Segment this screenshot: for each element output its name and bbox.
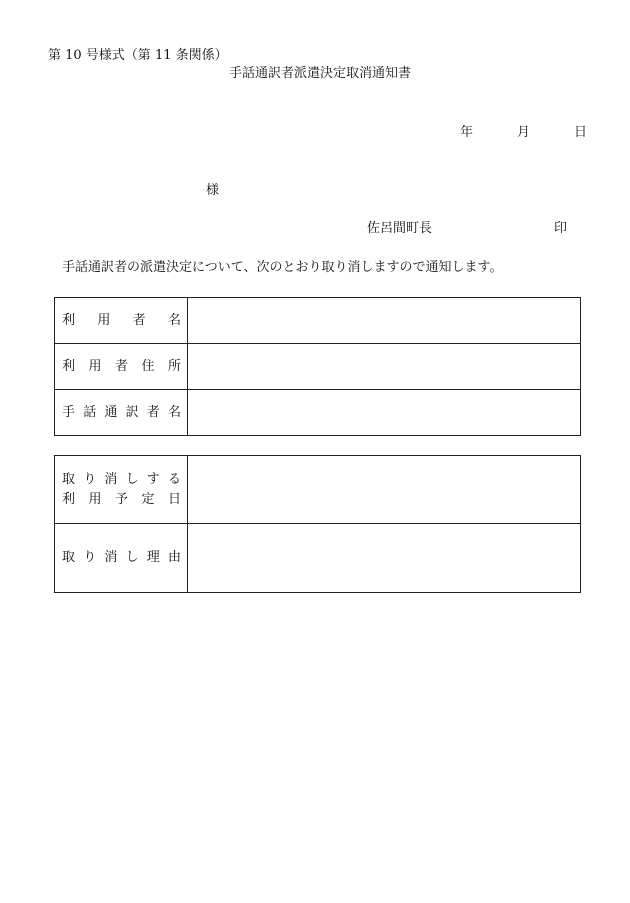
label-char: 理 bbox=[146, 550, 160, 565]
label-char: 日 bbox=[167, 491, 181, 507]
label-char: し bbox=[125, 471, 139, 487]
label-char: 者 bbox=[146, 404, 160, 420]
label-char: 利 bbox=[62, 312, 76, 328]
label-char: 手 bbox=[62, 404, 76, 420]
recipient-info-table bbox=[54, 297, 581, 436]
year-label: 年 bbox=[460, 125, 474, 140]
row-label-user-name bbox=[55, 298, 188, 344]
label-char: 所 bbox=[167, 358, 181, 374]
table-row bbox=[55, 524, 581, 593]
label-char: 利 bbox=[62, 358, 76, 374]
label-char: 利 bbox=[62, 491, 76, 507]
user-name-field[interactable] bbox=[188, 298, 581, 344]
label-char: 住 bbox=[141, 358, 155, 374]
cancelled-date-field[interactable] bbox=[188, 456, 581, 524]
label-char: 予 bbox=[114, 491, 128, 507]
label-char: 消 bbox=[104, 471, 118, 487]
label-char: 取 bbox=[62, 471, 76, 487]
label-char: 通 bbox=[104, 404, 118, 420]
sender-name: 佐呂間町長 bbox=[367, 221, 433, 236]
form-number: 第 10 号様式（第 11 条関係） bbox=[48, 48, 228, 63]
document-title: 手話通訳者派遣決定取消通知書 bbox=[228, 66, 411, 81]
label-char: 用 bbox=[97, 312, 111, 328]
month-label: 月 bbox=[517, 125, 531, 140]
label-char: 話 bbox=[83, 404, 97, 420]
notice-body: 手話通訳者の派遣決定について、次のとおり取り消しますので通知します。 bbox=[62, 260, 503, 275]
label-char: し bbox=[125, 550, 139, 565]
interpreter-name-field[interactable] bbox=[188, 390, 581, 436]
label-char: 取 bbox=[62, 550, 76, 565]
label-char: 消 bbox=[104, 550, 118, 565]
label-char: 用 bbox=[88, 491, 102, 507]
label-char: 定 bbox=[141, 491, 155, 507]
label-char: 訳 bbox=[125, 404, 139, 420]
row-label-cancel-reason bbox=[55, 524, 188, 593]
label-char: る bbox=[167, 471, 181, 487]
table-row bbox=[55, 344, 581, 390]
label-char: 名 bbox=[167, 312, 181, 328]
label-char: 名 bbox=[167, 404, 181, 420]
label-char: す bbox=[146, 471, 160, 487]
label-char: り bbox=[83, 471, 97, 487]
row-label-user-address bbox=[55, 344, 188, 390]
cancel-reason-field[interactable] bbox=[188, 524, 581, 593]
addressee-suffix: 様 bbox=[206, 183, 220, 198]
label-char: 用 bbox=[88, 358, 102, 374]
table-row bbox=[55, 390, 581, 436]
row-label-interpreter-name bbox=[55, 390, 188, 436]
table-row bbox=[55, 456, 581, 524]
day-label: 日 bbox=[574, 125, 588, 140]
label-char: 者 bbox=[132, 312, 146, 328]
date-line bbox=[460, 125, 587, 141]
seal-mark: 印 bbox=[554, 221, 568, 236]
label-char: 由 bbox=[167, 550, 181, 565]
row-label-cancelled-date bbox=[55, 456, 188, 524]
table-row bbox=[55, 298, 581, 344]
user-address-field[interactable] bbox=[188, 344, 581, 390]
cancellation-table bbox=[54, 455, 581, 593]
label-char: り bbox=[83, 550, 97, 565]
label-char: 者 bbox=[114, 358, 128, 374]
